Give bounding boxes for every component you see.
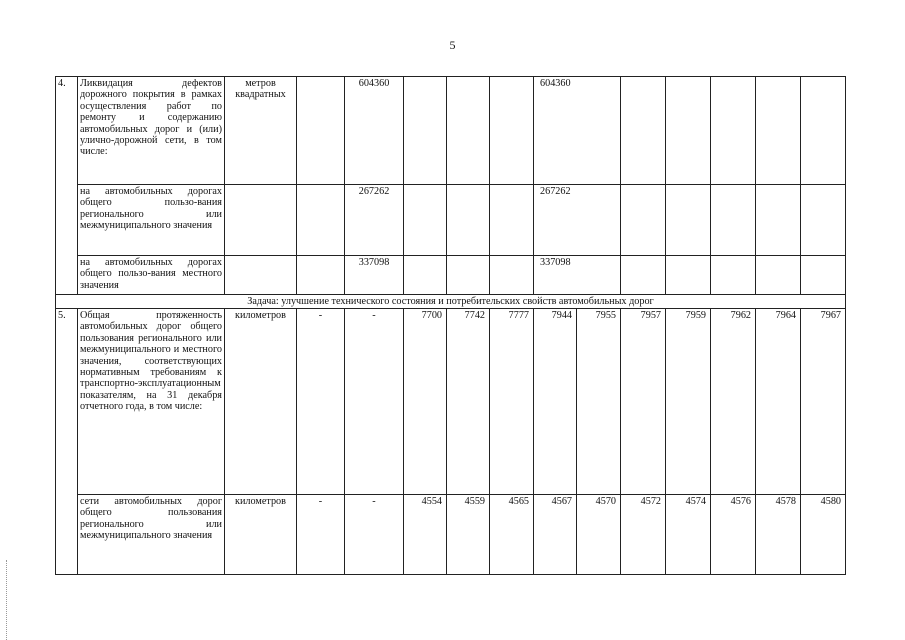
table-row [56,77,846,185]
cell [666,256,711,295]
cell [490,185,534,256]
cell [297,77,345,185]
row-unit: километров [225,495,297,575]
cell: 4578 [756,495,801,575]
cell: 4576 [711,495,756,575]
task-header: Задача: улучшение технического состояния и потребительских свойств автомобильных дорог [56,295,846,309]
cell [756,77,801,185]
row-description: Ликвидация дефектов дорожного покрытия в рамках осуществления работ по ремонту и содержанию автомобильных дорог и (или) улично-дорожной сети, в том числе: [78,77,225,185]
cell: - [297,309,345,495]
cell: 267262 [534,185,621,256]
cell [756,256,801,295]
row-number: 4. [56,77,78,295]
row-description: на автомобильных дорогах общего пользо-вания регионального или межмуниципального значения [78,185,225,256]
cell [801,185,846,256]
cell [490,256,534,295]
table-row [56,495,846,575]
cell [447,77,490,185]
cell [711,185,756,256]
indicators-table [55,76,846,575]
cell: 604360 [534,77,621,185]
scan-margin-mark [6,560,9,640]
cell: 7955 [577,309,621,495]
cell: 7944 [534,309,577,495]
cell: - [345,495,404,575]
cell [621,256,666,295]
cell: 7742 [447,309,490,495]
row-unit [225,256,297,295]
cell: 4580 [801,495,846,575]
cell: 7957 [621,309,666,495]
cell: 267262 [345,185,404,256]
cell: 604360 [345,77,404,185]
row-unit: метров квадратных [225,77,297,185]
cell [447,185,490,256]
table-row [56,256,846,295]
cell [801,77,846,185]
cell [447,256,490,295]
page-number: 5 [449,38,456,52]
cell: 7967 [801,309,846,495]
cell: 7962 [711,309,756,495]
cell: 337098 [345,256,404,295]
cell [621,185,666,256]
cell [666,185,711,256]
cell: 4559 [447,495,490,575]
cell: 4572 [621,495,666,575]
cell: 4565 [490,495,534,575]
cell [801,256,846,295]
row-description: сети автомобильных дорог общего пользования регионального или межмуниципального значения [78,495,225,575]
cell [404,256,447,295]
cell [756,185,801,256]
cell [297,185,345,256]
row-number: 5. [56,309,78,575]
cell [666,77,711,185]
cell: - [345,309,404,495]
cell [404,185,447,256]
cell: 4574 [666,495,711,575]
row-description: Общая протяженность автомобильных дорог общего пользования регионального или межмуниципального и местного значения, соответствующих нормативным требованиям к транспортно-эксплуатационным показателям, на 31 декабря отчетного года, в том числе: [78,309,225,495]
cell: 7700 [404,309,447,495]
cell: 4570 [577,495,621,575]
cell: 7777 [490,309,534,495]
cell: 7959 [666,309,711,495]
cell [297,256,345,295]
table-row [56,185,846,256]
cell: 4554 [404,495,447,575]
cell [621,77,666,185]
cell [490,77,534,185]
cell: 7964 [756,309,801,495]
cell [404,77,447,185]
table-row [56,309,846,495]
cell [711,256,756,295]
task-header-row [56,295,846,309]
row-description: на автомобильных дорогах общего пользо-вания местного значения [78,256,225,295]
cell: - [297,495,345,575]
cell: 4567 [534,495,577,575]
row-unit: километров [225,309,297,495]
cell [711,77,756,185]
row-unit [225,185,297,256]
cell: 337098 [534,256,621,295]
